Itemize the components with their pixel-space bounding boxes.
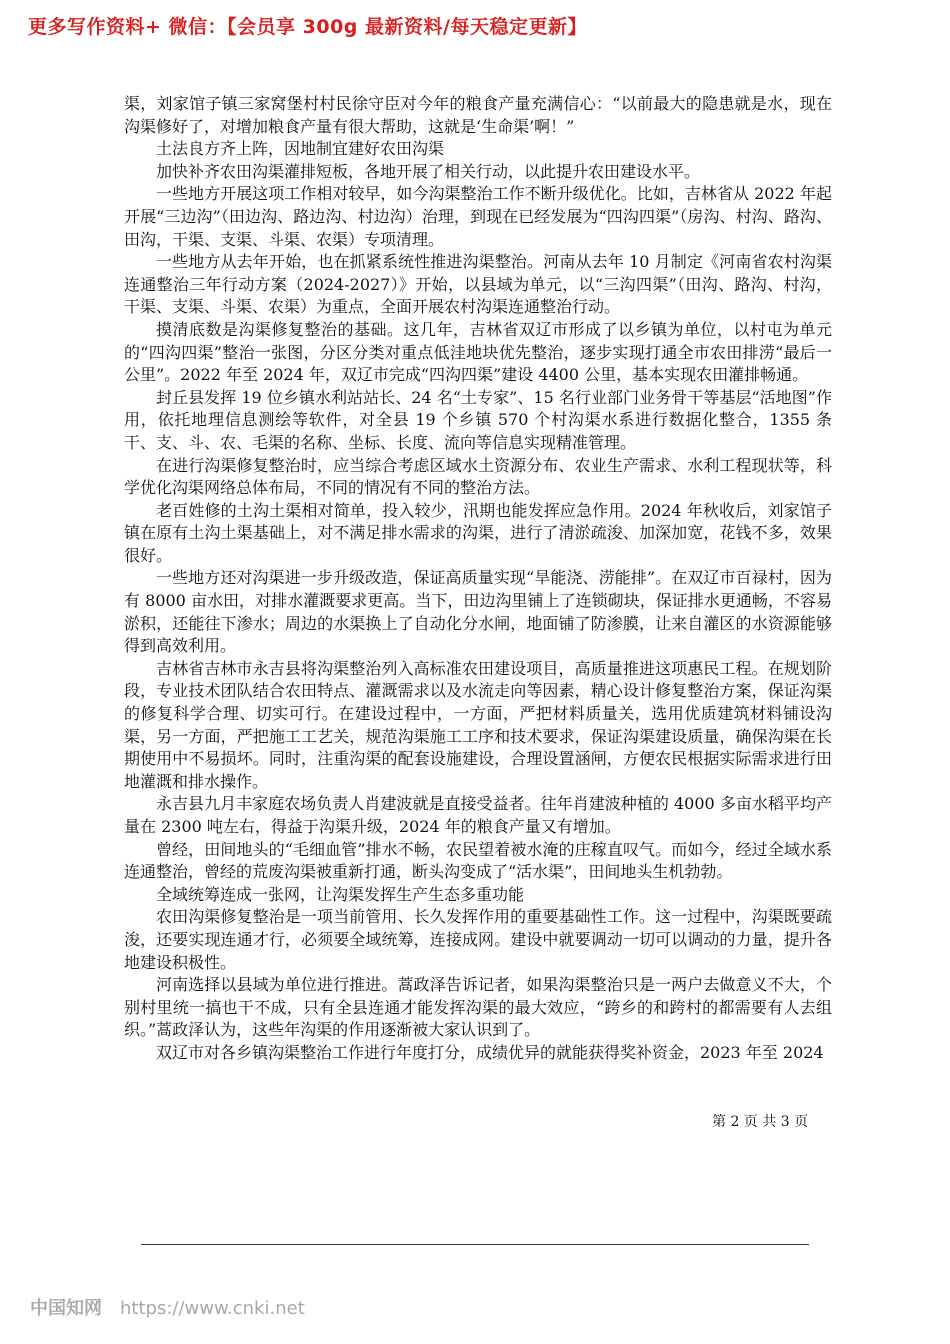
paragraph: 在进行沟渠修复整治时，应当综合考虑区域水土资源分布、农业生产需求、水利工程现状等，科学优化沟渠网络总体布局，不同的情况有不同的整治方法。 xyxy=(124,455,832,498)
paragraph: 吉林省吉林市永吉县将沟渠整治列入高标准农田建设项目，高质量推进这项惠民工程。在规划阶段，专业技术团队结合农田特点、灌溉需求以及水流走向等因素，精心设计修复整治方案，保证沟渠的修复科学合理、切实可行。在建设过程中，一方面，严把材料质量关，选用优质建筑材料铺设沟渠，另一方面，严把施工工艺关，规范沟渠施工工序和技术要求，保证沟渠建设质量，确保沟渠在长期使用中不易损坏。同时，注重沟渠的配套设施建设，合理设置涵闸，方便农民根据实际需求进行田地灌溉和排水操作。 xyxy=(124,658,832,791)
paragraph: 渠，刘家馆子镇三家窝堡村村民徐守臣对今年的粮食产量充满信心：“以前最大的隐患就是水，现在沟渠修好了，对增加粮食产量有很大帮助，这就是‘生命渠’啊！” xyxy=(124,94,832,136)
section-heading: 土法良方齐上阵，因地制宜建好农田沟渠 xyxy=(156,139,445,159)
article-body xyxy=(124,93,832,1065)
paragraph: 摸清底数是沟渠修复整治的基础。这几年，吉林省双辽市形成了以乡镇为单位，以村屯为单元的“四沟四渠”整治一张图，分区分类对重点低洼地块优先整治，逐步实现打通全市农田排涝“最后一公里”。2022 年至 2024 年，双辽市完成“四沟四渠”建设 4400 公里，基本实现农田灌排畅通。 xyxy=(124,319,832,385)
paragraph: 一些地方还对沟渠进一步升级改造，保证高质量实现“旱能浇、涝能排”。在双辽市百禄村，因为有 8000 亩水田，对排水灌溉要求更高。当下，田边沟里铺上了连锁砌块，保证排水更通畅，不容易淤积，还能往下渗水；周边的水渠换上了自动化分水闸，地面铺了防渗膜，让来自灌区的水资源能够得到高效利用。 xyxy=(124,568,832,656)
paragraph: 封丘县发挥 19 位乡镇水利站站长、24 名“土专家”、15 名行业部门业务骨干等基层“活地图”作用，依托地理信息测绘等软件，对全县 19 个乡镇 570 个村沟渠水系进行数据化整合，1355 条干、支、斗、农、毛渠的名称、坐标、长度、流向等信息实现精准管理。 xyxy=(124,387,832,452)
footer-divider xyxy=(141,1244,809,1245)
site-url[interactable]: https://www.cnki.net xyxy=(120,1298,305,1319)
promo-banner: 更多写作资料+ 微信：【会员享 300g 最新资料/每天稳定更新】 xyxy=(28,16,587,38)
site-name: 中国知网 xyxy=(30,1298,102,1319)
paragraph: 农田沟渠修复整治是一项当前管用、长久发挥作用的重要基础性工作。这一过程中，沟渠既要疏浚，还要实现连通才行，必须要全域统筹，连接成网。建设中就要调动一切可以调动的力量，提升各地建设积极性。 xyxy=(124,907,832,972)
paragraph: 双辽市对各乡镇沟渠整治工作进行年度打分，成绩优异的就能获得奖补资金，2023 年至 2024 xyxy=(156,1042,824,1062)
paragraph: 一些地方从去年开始，也在抓紧系统性推进沟渠整治。河南从去年 10 月制定《河南省农村沟渠连通整治三年行动方案（2024-2027）》开始，以县域为单元，以“三沟四渠”（田沟、路沟、村沟，干渠、支渠、斗渠、农渠）为重点，全面开展农村沟渠连通整治行动。 xyxy=(124,252,832,317)
paragraph: 老百姓修的土沟土渠相对简单，投入较少，汛期也能发挥应急作用。2024 年秋收后，刘家馆子镇在原有土沟土渠基础上，对不满足排水需求的沟渠，进行了清淤疏浚、加深加宽，花钱不多，效果很好。 xyxy=(124,500,832,565)
paragraph: 曾经，田间地头的“毛细血管”排水不畅，农民望着被水淹的庄稼直叹气。而如今，经过全域水系连通整治，曾经的荒废沟渠被重新打通，断头沟变成了“活水渠”，田间地头生机勃勃。 xyxy=(124,839,832,882)
paragraph: 加快补齐农田沟渠灌排短板，各地开展了相关行动，以此提升农田建设水平。 xyxy=(156,161,701,181)
section-heading: 全域统筹连成一张网，让沟渠发挥生产生态多重功能 xyxy=(156,884,525,904)
paragraph: 永吉县九月丰家庭农场负责人肖建波就是直接受益者。往年肖建波种植的 4000 多亩水稻平均产量在 2300 吨左右，得益于沟渠升级，2024 年的粮食产量又有增加。 xyxy=(124,794,832,836)
page-number: 第 2 页 共 3 页 xyxy=(712,1114,809,1130)
footer-watermark xyxy=(30,1294,305,1320)
paragraph: 河南选择以县域为单位进行推进。蒿政泽告诉记者，如果沟渠整治只是一两户去做意义不大，个别村里统一搞也干不成，只有全县连通才能发挥沟渠的最大效应，“跨乡的和跨村的都需要有人去组织。”蒿政泽认为，这些年沟渠的作用逐渐被大家认识到了。 xyxy=(124,975,832,1040)
paragraph: 一些地方开展这项工作相对较早，如今沟渠整治工作不断升级优化。比如，吉林省从 2022 年起开展“三边沟”（田边沟、路边沟、村边沟）治理，到现在已经发展为“四沟四渠”（房沟、村沟、路沟、田沟，干渠、支渠、斗渠、农渠）专项清理。 xyxy=(124,184,832,249)
